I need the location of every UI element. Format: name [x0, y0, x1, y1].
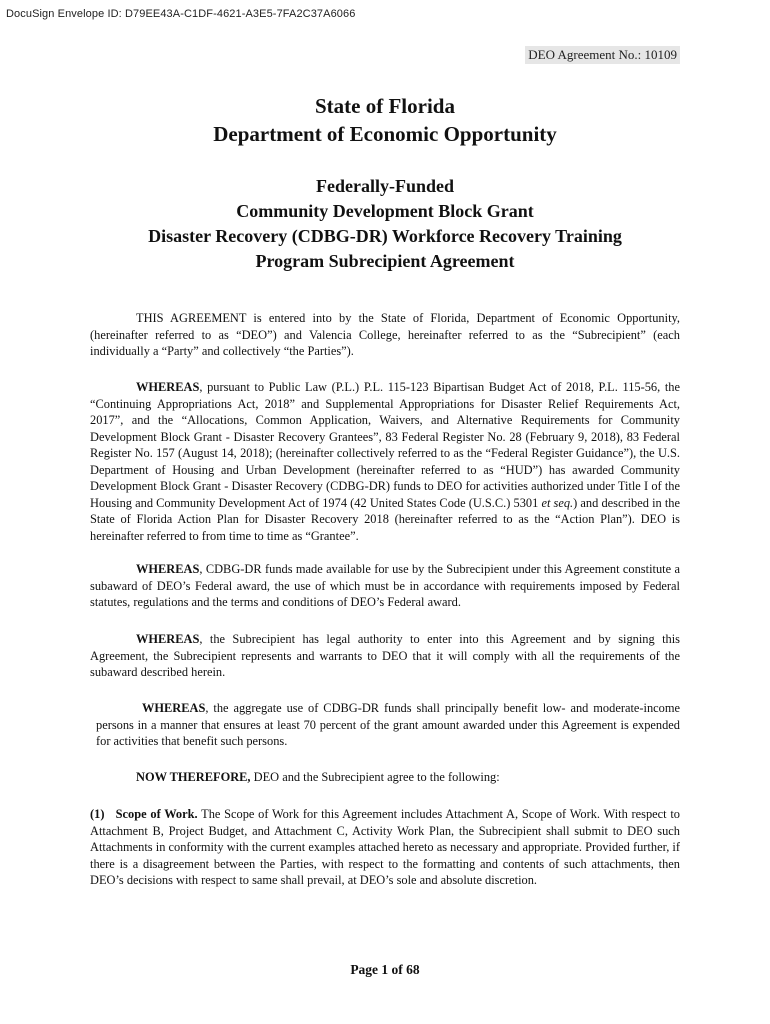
whereas-paragraph-1: [90, 379, 680, 544]
agreement-number: DEO Agreement No.: 10109: [525, 46, 680, 64]
scope-of-work-heading: (1) Scope of Work.: [90, 807, 198, 821]
whereas-label: WHEREAS: [136, 562, 200, 576]
whereas-2-text: , CDBG-DR funds made available for use by the Subrecipient under this Agreement constitute a subaward of DEO’s Federal award, the use of which must be in accordance with requirements imposed by Federal statutes, regulations and the terms and conditions of DEO’s Federal award.: [90, 562, 680, 609]
whereas-paragraph-3: [90, 631, 680, 681]
whereas-1-italic: et seq.: [541, 495, 574, 510]
whereas-paragraph-4: [96, 700, 680, 750]
whereas-label: WHEREAS: [142, 701, 206, 715]
whereas-3-text: , the Subrecipient has legal authority to enter into this Agreement and by signing this Agreement, the Subrecipient represents and warrants to DEO that it will comply with all the requirements of the subaward described herein.: [90, 632, 680, 679]
now-therefore-paragraph: [90, 769, 680, 786]
docusign-envelope-id: DocuSign Envelope ID: D79EE43A-C1DF-4621-A3E5-7FA2C37A6066: [6, 8, 356, 20]
now-therefore-label: NOW THEREFORE,: [136, 770, 251, 784]
now-therefore-text: DEO and the Subrecipient agree to the following:: [250, 770, 500, 784]
scope-of-work-paragraph: [90, 806, 680, 889]
page-number: Page 1 of 68: [350, 962, 420, 977]
subtitle-line-4: Program Subrecipient Agreement: [255, 251, 515, 271]
whereas-label: WHEREAS: [136, 632, 200, 646]
title-state: State of Florida: [315, 94, 455, 118]
subtitle-line-1: Federally-Funded: [316, 176, 454, 196]
intro-paragraph: THIS AGREEMENT is entered into by the State of Florida, Department of Economic Opportunity, (hereinafter referred to as “DEO”) and Valencia College, hereinafter referred to as the “Subrecipient” (each individually a “Party” and collectively “the Parties”).: [90, 311, 680, 358]
subtitle-line-3: Disaster Recovery (CDBG-DR) Workforce Recovery Training: [148, 226, 622, 246]
whereas-paragraph-2: [90, 561, 680, 611]
whereas-1-text-b: ) and described in the State of Florida Action Plan for Disaster Recovery 2018 (hereinafter referred to as the “Action Plan”). DEO is hereinafter referred to from time to time as “Grantee”.: [90, 495, 680, 543]
whereas-4-text: , the aggregate use of CDBG-DR funds shall principally benefit low- and moderate-income persons in a manner that ensures at least 70 percent of the grant amount awarded under this Agreement is expended for activities that benefit such persons.: [96, 701, 680, 748]
subtitle-line-2: Community Development Block Grant: [236, 201, 534, 221]
whereas-label: WHEREAS: [136, 380, 200, 394]
scope-of-work-text: The Scope of Work for this Agreement includes Attachment A, Scope of Work. With respect to Attachment B, Project Budget, and Attachment C, Activity Work Plan, the Subrecipient shall submit to DEO such Attachments in conformity with the current examples attached hereto as necessary and appropriate. Provided further, if there is a disagreement between the Parties, with respect to the formatting and contents of such attachments, then DEO’s decisions with respect to same shall prevail, at DEO’s sole and absolute discretion.: [90, 807, 681, 887]
whereas-1-text-a: , pursuant to Public Law (P.L.) P.L. 115-123 Bipartisan Budget Act of 2018, P.L. 115-56, the “Continuing Appropriations Act, 2018” and Supplemental Appropriations for Disaster Relief Requirements Act, 2017”, and the “Allocations, Common Application, Waivers, and Alternative Requirements for Community Development Block Grant - Disaster Recovery Grantees”, 83 Federal Register No. 28 (February 9, 2018), 83 Federal Register No. 157 (August 14, 2018); (hereinafter collectively referred to as the “Federal Register Guidance”), the U.S. Department of Housing and Urban Development (hereinafter referred to as “HUD”) has awarded Community Development Block Grant - Disaster Recovery (CDBG-DR) funds to DEO for activities authorized under Title I of the Housing and Community Development Act of 1974 (42 United States Code (U.S.C.) 5301: [90, 380, 680, 510]
title-department: Department of Economic Opportunity: [213, 122, 557, 146]
